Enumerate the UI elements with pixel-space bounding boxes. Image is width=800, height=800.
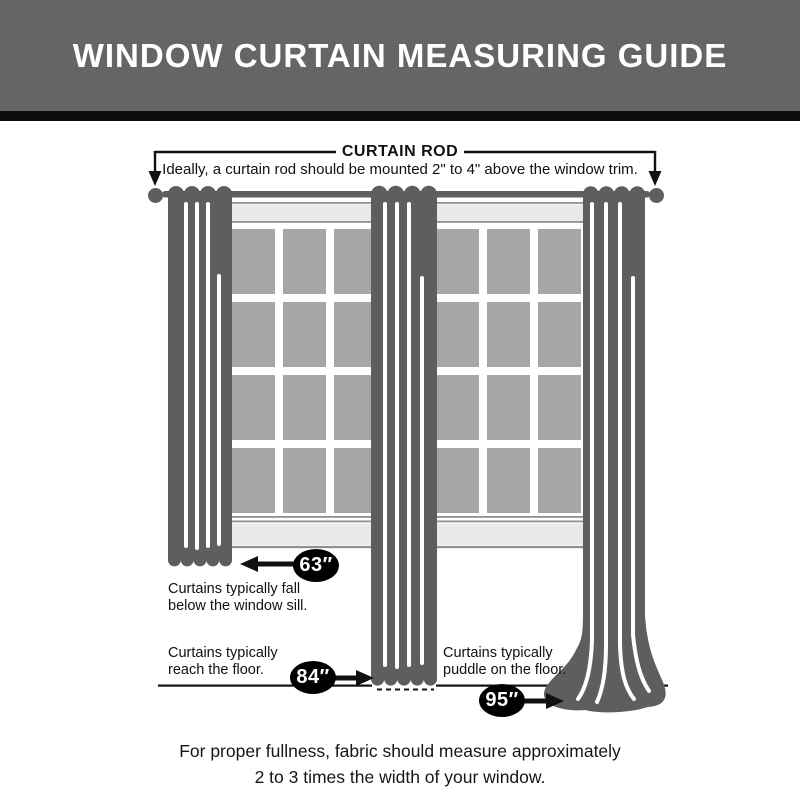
note-line: below the window sill. (168, 597, 308, 614)
measure-arrow-84 (334, 670, 374, 686)
rod-label: CURTAIN ROD (341, 143, 459, 160)
curtain-63 (168, 186, 232, 566)
note-line: reach the floor. (168, 661, 264, 678)
rod-description: Ideally, a curtain rod should be mounted 2" to 4" above the window trim. (162, 161, 638, 178)
note-floor (168, 645, 278, 678)
note-line: Curtains typically fall (168, 581, 301, 597)
curtain-panel (371, 186, 437, 686)
page-title: WINDOW CURTAIN MEASURING GUIDE (72, 36, 728, 74)
badge-63: 63″ (293, 549, 339, 582)
note-line: puddle on the floor. (443, 661, 567, 678)
badge-84: 84″ (290, 661, 336, 694)
left-arrow-icon (240, 556, 258, 572)
rod-finial-left (148, 188, 163, 203)
rod-finial-right (649, 188, 664, 203)
curtain-panel (168, 186, 232, 566)
note-sill (168, 581, 307, 614)
curtain-84 (371, 186, 437, 686)
measure-arrow-63 (240, 556, 296, 572)
note-line: Curtains typically (443, 645, 553, 661)
note-puddle (443, 645, 566, 678)
fullness-line: 2 to 3 times the width of your window. (254, 767, 546, 787)
fullness-line: For proper fullness, fabric should measure approximately (179, 741, 621, 761)
note-line: Curtains typically (168, 645, 278, 661)
fullness-note (0, 738, 800, 790)
badge-95: 95″ (479, 684, 525, 717)
